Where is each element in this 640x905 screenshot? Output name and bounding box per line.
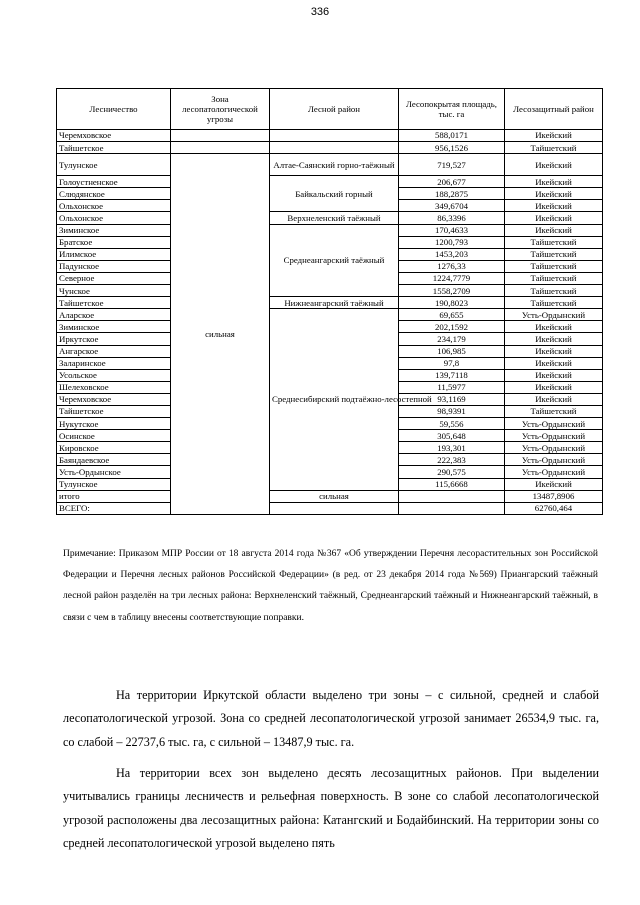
forestry-cell: Братское (57, 236, 171, 248)
forestry-cell: Черемховское (57, 130, 171, 142)
forestry-cell: Северное (57, 272, 171, 284)
area-cell: 170,4633 (399, 224, 505, 236)
protection-cell: Тайшетский (505, 297, 603, 309)
protection-cell: Икейский (505, 333, 603, 345)
forestry-cell: Чунское (57, 285, 171, 297)
area-cell: 349,6704 (399, 200, 505, 212)
area-cell: 202,1592 (399, 321, 505, 333)
protection-cell: Икейский (505, 478, 603, 490)
forestry-cell: Усольское (57, 369, 171, 381)
table-row (57, 309, 603, 321)
header-zone: Зона лесопатологической угрозы (171, 89, 270, 130)
area-cell: 206,677 (399, 176, 505, 188)
forestry-cell: Ольхонское (57, 200, 171, 212)
area-cell: 1276,33 (399, 260, 505, 272)
table-row (57, 297, 603, 309)
area-cell: 193,301 (399, 442, 505, 454)
table-note: Примечание: Приказом МПР России от 18 августа 2014 года №367 «Об утверждении Перечня лесорастительных зон Российской Федерации и Перечня лесных районов Российской Федерации» (в ред. от 23 декабря 2014 года №569) Приангарский таёжный лесной район разделён на три лесных района: Верхнеленский таёжный, Среднеангарский таёжный и Нижнеангарский таёжный, в связи с чем в таблицу внесены соответствующие поправки. (63, 549, 598, 623)
table-row (57, 176, 603, 188)
grand-total-area: 62760,464 (505, 502, 603, 514)
area-cell: 234,179 (399, 333, 505, 345)
grand-total-row (57, 502, 603, 514)
protection-cell: Икейский (505, 369, 603, 381)
header-district: Лесной район (270, 89, 399, 130)
protection-cell: Тайшетский (505, 272, 603, 284)
protection-cell: Усть-Ордынский (505, 418, 603, 430)
area-cell: 188,2875 (399, 188, 505, 200)
total-district-empty (399, 490, 505, 502)
area-cell: 106,985 (399, 345, 505, 357)
area-cell: 1224,7779 (399, 272, 505, 284)
protection-cell: Тайшетский (505, 248, 603, 260)
forestry-cell: Иркутское (57, 333, 171, 345)
page-number: 336 (310, 6, 330, 18)
area-cell: 190,8023 (399, 297, 505, 309)
area-cell: 956,1526 (399, 142, 505, 154)
area-cell: 115,6668 (399, 478, 505, 490)
forestry-cell: Заларинское (57, 357, 171, 369)
forestry-cell: Зиминское (57, 224, 171, 236)
area-cell: 97,8 (399, 357, 505, 369)
forestry-cell: Тулунское (57, 478, 171, 490)
total-label: итого (57, 490, 171, 502)
forestry-cell: Осинское (57, 430, 171, 442)
protection-cell: Икейский (505, 200, 603, 212)
area-cell: 222,383 (399, 454, 505, 466)
forestry-cell: Черемховское (57, 393, 171, 405)
area-cell: 1558,2709 (399, 285, 505, 297)
total-zone: сильная (270, 490, 399, 502)
protection-cell: Тайшетский (505, 142, 603, 154)
area-cell: 93,1169 (399, 393, 505, 405)
protection-cell: Икейский (505, 188, 603, 200)
forestry-cell: Тайшетское (57, 142, 171, 154)
forest-protection-table (56, 88, 603, 515)
area-cell: 86,3396 (399, 212, 505, 224)
forestry-cell: Голоустненское (57, 176, 171, 188)
area-cell: 11,5977 (399, 381, 505, 393)
table-row (57, 154, 603, 176)
header-forestry: Лесничество (57, 89, 171, 130)
area-cell: 69,655 (399, 309, 505, 321)
protection-cell: Икейский (505, 130, 603, 142)
grand-total-zone-empty (270, 502, 399, 514)
forestry-cell: Тайшетское (57, 297, 171, 309)
table-row (57, 142, 603, 154)
header-protection: Лесозащитный район (505, 89, 603, 130)
forestry-cell: Тулунское (57, 154, 171, 176)
forestry-cell: Аларское (57, 309, 171, 321)
protection-cell: Усть-Ордынский (505, 442, 603, 454)
protection-cell: Усть-Ордынский (505, 309, 603, 321)
zone-cell: сильная (171, 154, 270, 515)
forestry-cell: Ольхонское (57, 212, 171, 224)
table-row (57, 212, 603, 224)
protection-cell: Икейский (505, 393, 603, 405)
forestry-cell: Падунское (57, 260, 171, 272)
protection-cell: Икейский (505, 381, 603, 393)
district-cell: Байкальский горный (270, 176, 399, 212)
forestry-cell: Илимское (57, 248, 171, 260)
area-cell: 1453,203 (399, 248, 505, 260)
forestry-cell: Нукутское (57, 418, 171, 430)
table-row (57, 224, 603, 236)
forestry-cell: Тайшетское (57, 405, 171, 417)
area-cell: 290,575 (399, 466, 505, 478)
area-cell: 305,648 (399, 430, 505, 442)
area-cell: 139,7118 (399, 369, 505, 381)
paragraph (63, 684, 599, 754)
forestry-cell: Шелеховское (57, 381, 171, 393)
protection-cell: Икейский (505, 321, 603, 333)
zone-cell-empty (171, 142, 270, 154)
total-row (57, 490, 603, 502)
protection-cell: Усть-Ордынский (505, 466, 603, 478)
district-cell-empty (270, 142, 399, 154)
area-cell: 588,0171 (399, 130, 505, 142)
protection-cell: Икейский (505, 212, 603, 224)
forestry-cell: Ангарское (57, 345, 171, 357)
area-cell: 98,9391 (399, 405, 505, 417)
area-cell: 1200,793 (399, 236, 505, 248)
paragraph-text: На территории всех зон выделено десять лесозащитных районов. При выделении учитывались границы лесничеств и рельефная поверхность. В зоне со слабой лесопатологической угрозой расположены два лесозащитных района: Катангский и Бодайбинский. На территории зоны со средней лесопатологической угрозой выделено пять (63, 766, 599, 851)
protection-cell: Икейский (505, 154, 603, 176)
district-cell: Алтае-Саянский горно-таёжный (270, 154, 399, 176)
protection-cell: Усть-Ордынский (505, 454, 603, 466)
total-area: 13487,8906 (505, 490, 603, 502)
protection-cell: Тайшетский (505, 260, 603, 272)
forestry-cell: Слюдянское (57, 188, 171, 200)
protection-cell: Икейский (505, 357, 603, 369)
paragraph-text: На территории Иркутской области выделено три зоны – с сильной, средней и слабой лесопатологической угрозой. Зона со средней лесопатологической угрозой занимает 26534,9 тыс. га, со слабой – 22737,6 тыс. га, с сильной – 13487,9 тыс. га. (63, 688, 599, 749)
table-row (57, 130, 603, 142)
protection-cell: Тайшетский (505, 236, 603, 248)
forestry-cell: Зиминское (57, 321, 171, 333)
area-cell: 59,556 (399, 418, 505, 430)
district-cell: Среднесибирский подтаёжно-лесостепной (270, 309, 399, 490)
forestry-cell: Кировское (57, 442, 171, 454)
district-cell: Нижнеангарский таёжный (270, 297, 399, 309)
protection-cell: Тайшетский (505, 285, 603, 297)
protection-cell: Тайшетский (505, 405, 603, 417)
table-header-row (57, 89, 603, 130)
forestry-cell: Усть-Ордынское (57, 466, 171, 478)
protection-cell: Икейский (505, 176, 603, 188)
district-cell-empty (270, 130, 399, 142)
paragraph (63, 762, 599, 856)
protection-cell: Икейский (505, 224, 603, 236)
district-cell: Верхнеленский таёжный (270, 212, 399, 224)
header-area: Лесопокрытая площадь, тыс. га (399, 89, 505, 130)
district-cell: Среднеангарский таёжный (270, 224, 399, 297)
grand-total-label: ВСЕГО: (57, 502, 171, 514)
forestry-cell: Баяндаевское (57, 454, 171, 466)
protection-cell: Усть-Ордынский (505, 430, 603, 442)
zone-cell-empty (171, 130, 270, 142)
grand-total-district-empty (399, 502, 505, 514)
protection-cell: Икейский (505, 345, 603, 357)
area-cell: 719,527 (399, 154, 505, 176)
